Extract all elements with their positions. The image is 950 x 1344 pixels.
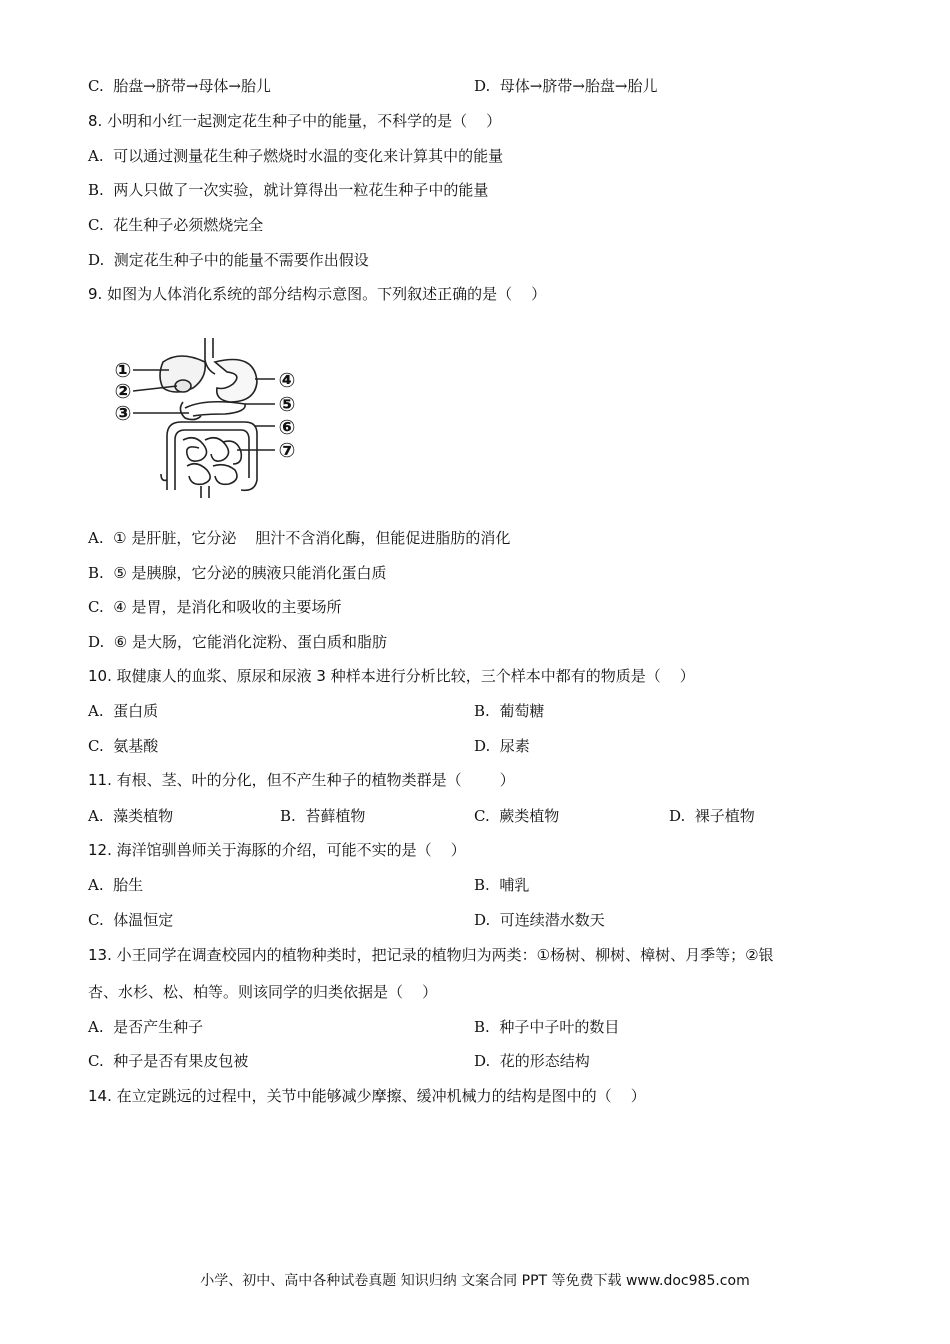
q10-option-d: D. 尿素 — [474, 737, 530, 755]
q9-stem: 9. 如图为人体消化系统的部分结构示意图。下列叙述正确的是（ ） — [88, 285, 547, 303]
q13-option-c: C. 种子是否有果皮包被 — [88, 1052, 249, 1070]
q7-option-c: C. 胎盘→脐带→母体→胎儿 — [88, 77, 271, 95]
q11-stem: 11. 有根、茎、叶的分化，但不产生种子的植物类群是（ ） — [88, 771, 515, 789]
digestive-system-figure — [105, 330, 310, 500]
q10-option-a: A. 蛋白质 — [88, 702, 159, 720]
svg-text:⑦: ⑦ — [278, 438, 296, 462]
svg-text:⑥: ⑥ — [278, 415, 296, 439]
q8-stem: 8. 小明和小红一起测定花生种子中的能量，不科学的是（ ） — [88, 112, 502, 130]
label-3 — [114, 401, 132, 425]
q8-option-d: D. 测定花生种子中的能量不需要作出假设 — [88, 251, 369, 269]
q7-option-d: D. 母体→脐带→胎盘→胎儿 — [474, 77, 658, 95]
svg-text:①: ① — [114, 358, 132, 382]
q10-option-b: B. 葡萄糖 — [474, 702, 545, 720]
label-2 — [114, 379, 132, 403]
q14-stem: 14. 在立定跳远的过程中，关节中能够减少摩擦、缓冲机械力的结构是图中的（ ） — [88, 1087, 646, 1105]
q9-option-b: B. ⑤ 是胰腺，它分泌的胰液只能消化蛋白质 — [88, 564, 387, 582]
q8-option-a: A. 可以通过测量花生种子燃烧时水温的变化来计算其中的能量 — [88, 147, 504, 165]
svg-text:②: ② — [114, 379, 132, 403]
q10-stem: 10. 取健康人的血浆、原尿和尿液 3 种样本进行分析比较，三个样本中都有的物质是（ ） — [88, 667, 695, 685]
svg-text:④: ④ — [278, 368, 296, 392]
svg-text:⑤: ⑤ — [278, 392, 296, 416]
q11-option-a: A. 藻类植物 — [88, 807, 174, 825]
q13-option-a: A. 是否产生种子 — [88, 1018, 204, 1036]
q9-option-a: A. ① 是肝脏，它分泌 胆汁不含消化酶，但能促进脂肪的消化 — [88, 529, 511, 547]
q8-option-b: B. 两人只做了一次实验，就计算得出一粒花生种子中的能量 — [88, 181, 489, 199]
q11-option-c: C. 蕨类植物 — [474, 807, 560, 825]
q9-option-c: C. ④ 是胃，是消化和吸收的主要场所 — [88, 598, 342, 616]
q12-stem: 12. 海洋馆驯兽师关于海豚的介绍，可能不实的是（ ） — [88, 841, 466, 859]
q13-option-b: B. 种子中子叶的数目 — [474, 1018, 620, 1036]
q12-option-c: C. 体温恒定 — [88, 911, 174, 929]
q13-option-d: D. 花的形态结构 — [474, 1052, 590, 1070]
q11-option-b: B. 苔藓植物 — [280, 807, 366, 825]
q12-option-a: A. 胎生 — [88, 876, 144, 894]
q10-option-c: C. 氨基酸 — [88, 737, 159, 755]
svg-text:③: ③ — [114, 401, 132, 425]
label-7 — [278, 438, 296, 462]
q11-option-d: D. 裸子植物 — [669, 807, 755, 825]
label-5 — [278, 392, 296, 416]
q12-option-d: D. 可连续潜水数天 — [474, 911, 605, 929]
q13-stem-line1: 13. 小王同学在调查校园内的植物种类时，把记录的植物归为两类：①杨树、柳树、樟树、月季等；②银 — [88, 946, 774, 964]
label-6 — [278, 415, 296, 439]
page-footer: 小学、初中、高中各种试卷真题 知识归纳 文案合同 PPT 等免费下载 www.doc985.com — [200, 1273, 750, 1289]
q12-option-b: B. 哺乳 — [474, 876, 530, 894]
q13-stem-line2: 杏、水杉、松、柏等。则该同学的归类依据是（ ） — [88, 983, 438, 1001]
q8-option-c: C. 花生种子必须燃烧完全 — [88, 216, 264, 234]
label-4 — [278, 368, 296, 392]
q9-option-d: D. ⑥ 是大肠，它能消化淀粉、蛋白质和脂肪 — [88, 633, 388, 651]
